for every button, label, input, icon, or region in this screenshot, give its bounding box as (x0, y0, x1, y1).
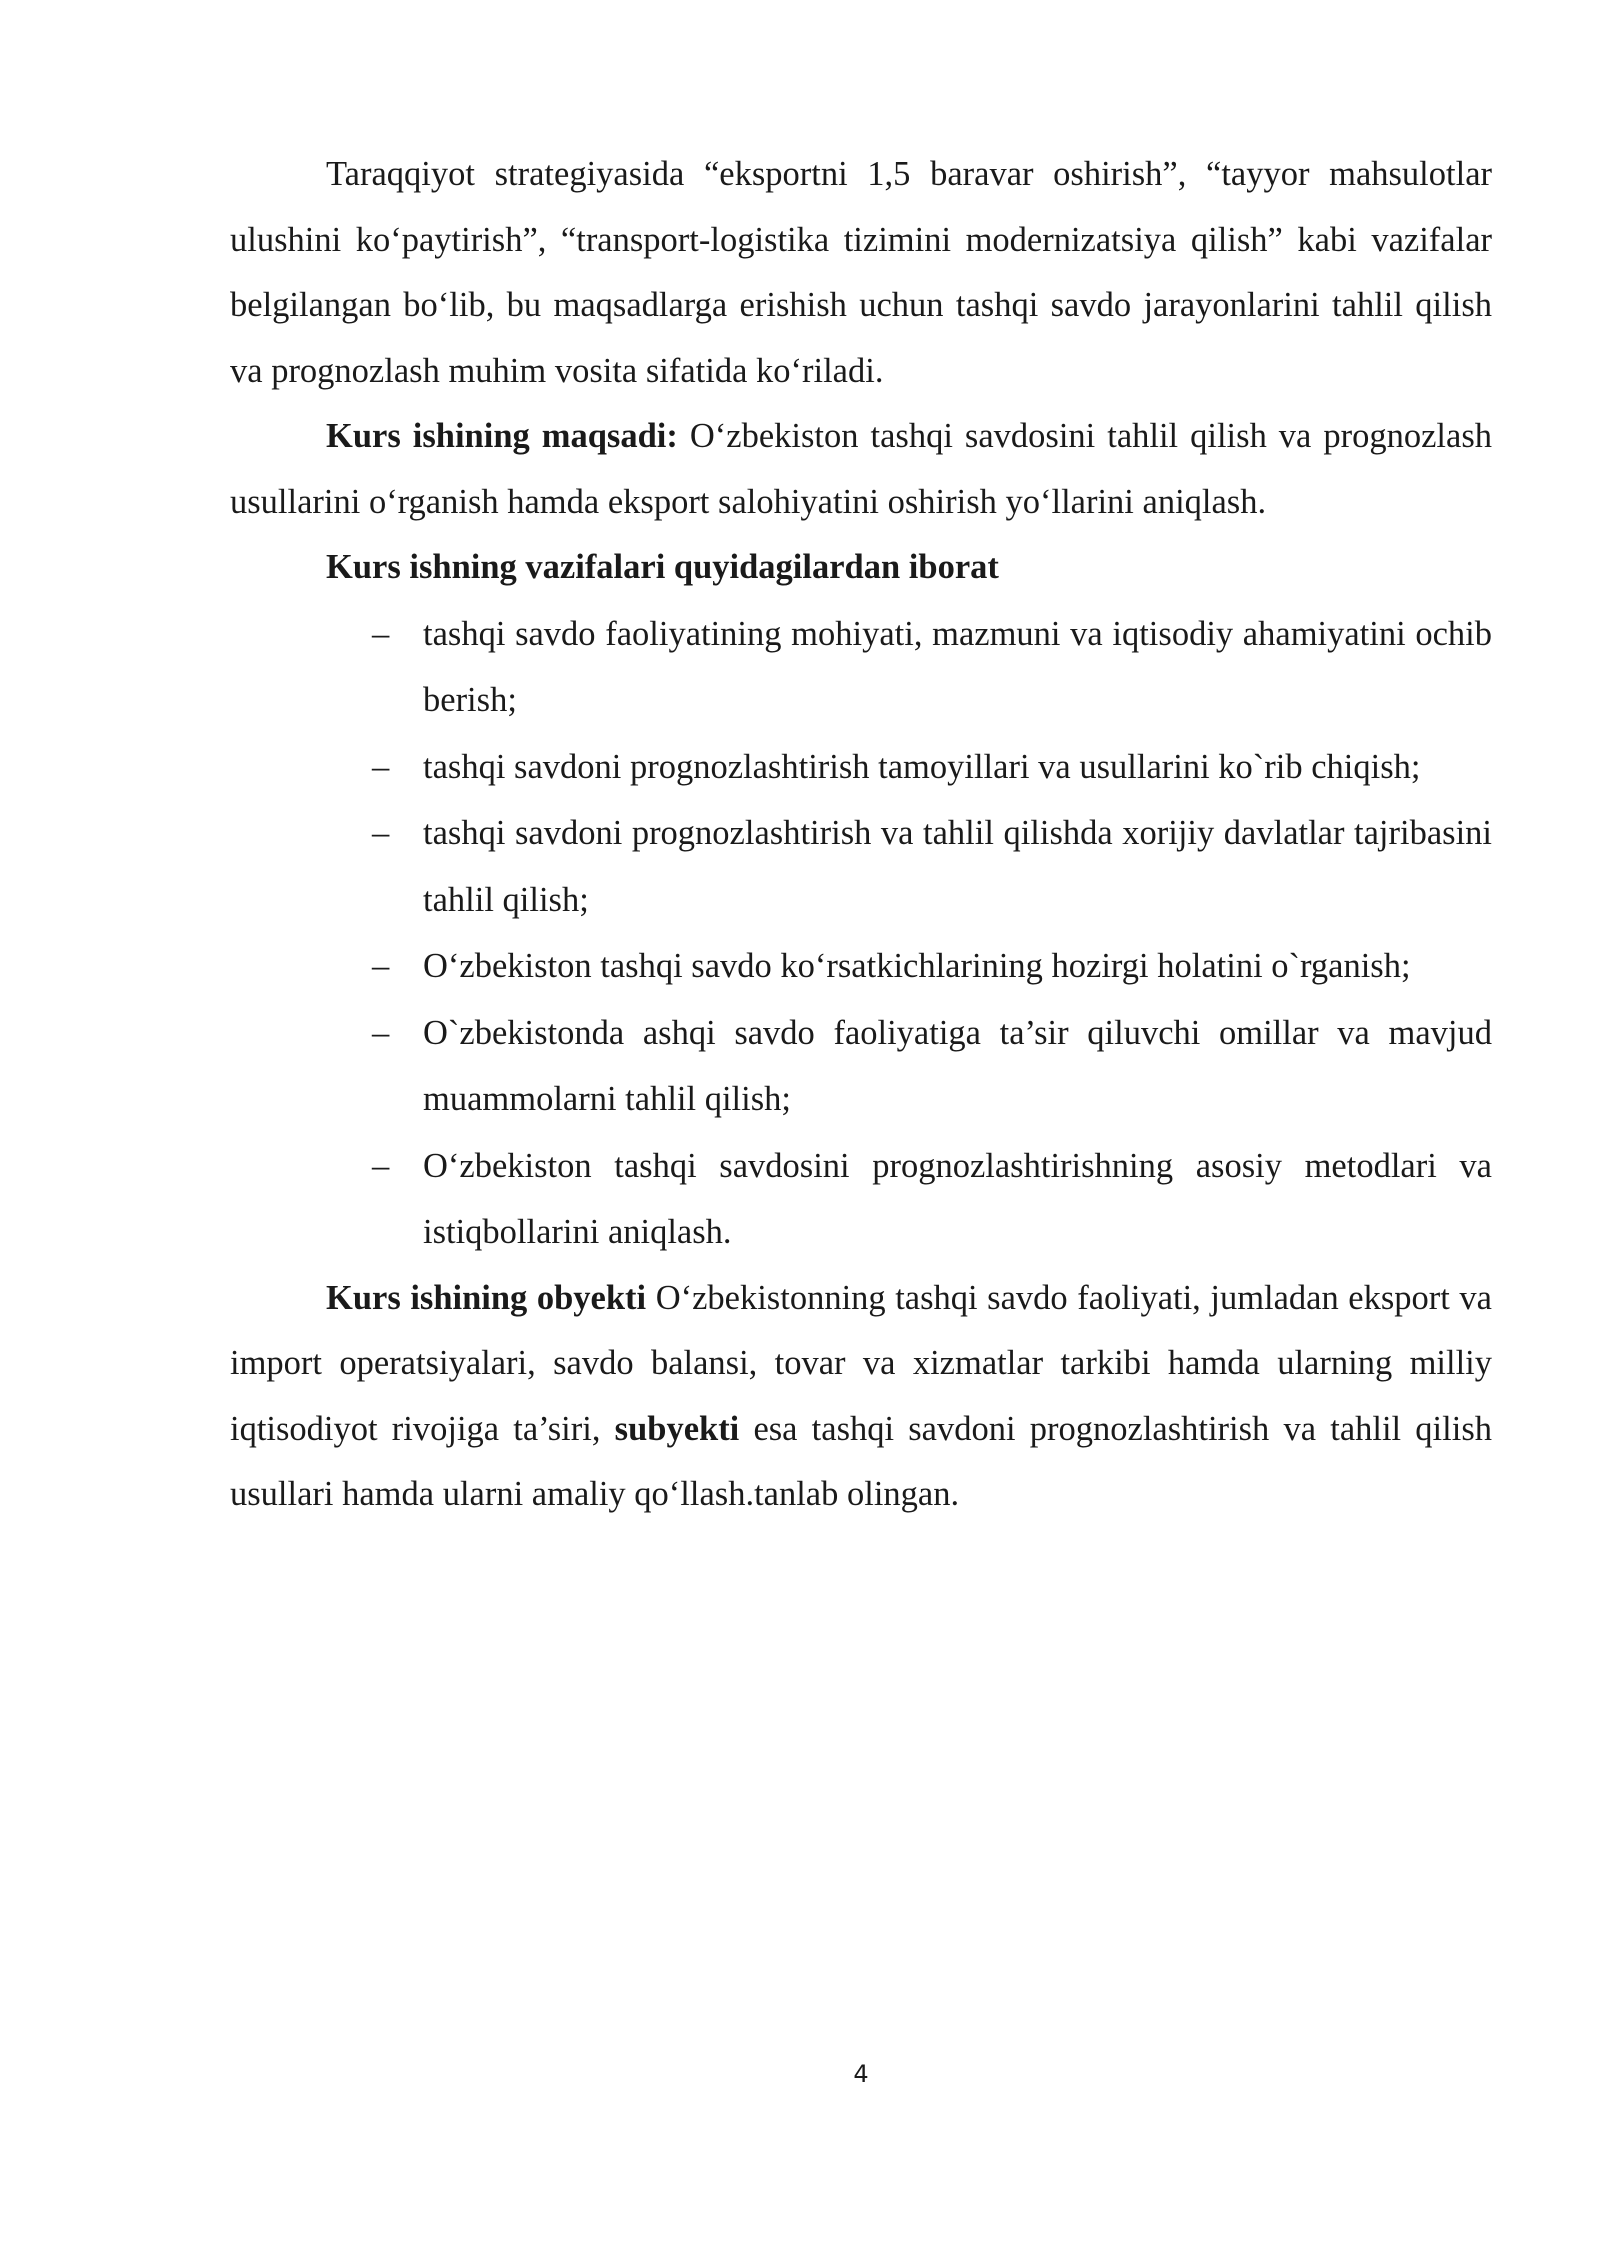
object-paragraph (230, 1266, 1492, 1528)
tasks-list (230, 601, 1492, 1266)
dash-bullet: – (372, 1146, 390, 1185)
document-page (230, 142, 1492, 1528)
dash-bullet: – (372, 1013, 390, 1052)
tasks-heading: Kurs ishning vazifalari quyidagilardan iborat (326, 548, 999, 586)
dash-bullet: – (372, 814, 390, 852)
list-item (230, 1133, 1492, 1266)
list-item-text: O‘zbekiston tashqi savdo ko‘rsatkichlarining hozirgi holatini o`rganish; (423, 947, 1411, 985)
list-item (230, 1000, 1492, 1133)
goal-text: O‘zbekiston tashqi savdosini tahlil qilish va prognozlash usullarini o‘rganish hamda eksport salohiyatini oshirish yo‘llarini aniqlash. (230, 417, 1492, 521)
intro-paragraph: Taraqqiyot strategiyasida “eksportni 1,5 baravar oshirish”, “tayyor mahsulotlar ulushini ko‘paytirish”, “transport-logistika tizimini modernizatsiya qilish” kabi vazifalar belgilangan bo‘lib, bu maqsadlarga erishish uchun tashqi savdo jarayonlarini tahlil qilish va prognozlash muhim vosita sifatida ko‘riladi. (230, 155, 1492, 390)
list-item-text: tashqi savdo faoliyatining mohiyati, mazmuni va iqtisodiy ahamiyatini ochib berish; (423, 614, 1492, 719)
list-item-text: O`zbekistonda ashqi savdo faoliyatiga ta’sir qiluvchi omillar va mavjud muammolarni tahlil qilish; (423, 1013, 1492, 1118)
list-item (230, 933, 1492, 1000)
subject-text: esa tashqi savdoni prognozlashtirish va tahlil qilish usullari hamda ularni amaliy qo‘llash.tanlab olingan. (230, 1409, 1492, 1513)
page-number: 4 (853, 2060, 869, 2088)
list-item (230, 601, 1492, 734)
object-text: O‘zbekistonning tashqi savdo faoliyati, jumladan eksport va import operatsiyalari, savdo balansi, tovar va xizmatlar tarkibi hamda ularning milliy iqtisodiyot rivojiga ta’siri, (230, 1278, 1492, 1448)
list-item (230, 734, 1492, 801)
list-item-text: tashqi savdoni prognozlashtirish va tahlil qilishda xorijiy davlatlar tajribasini tahlil qilish; (423, 814, 1492, 919)
list-item-text: O‘zbekiston tashqi savdosini prognozlashtirishning asosiy metodlari va istiqbollarini aniqlash. (423, 1146, 1492, 1251)
dash-bullet: – (372, 747, 390, 786)
goal-label: Kurs ishining maqsadi: (326, 417, 678, 455)
object-label: Kurs ishining obyekti (326, 1278, 647, 1317)
list-item (230, 800, 1492, 933)
goal-paragraph (230, 404, 1492, 535)
list-item-text: tashqi savdoni prognozlashtirish tamoyillari va usullarini ko`rib chiqish; (423, 747, 1421, 786)
dash-bullet: – (372, 947, 390, 985)
dash-bullet: – (372, 614, 390, 653)
subject-label: subyekti (614, 1409, 740, 1448)
